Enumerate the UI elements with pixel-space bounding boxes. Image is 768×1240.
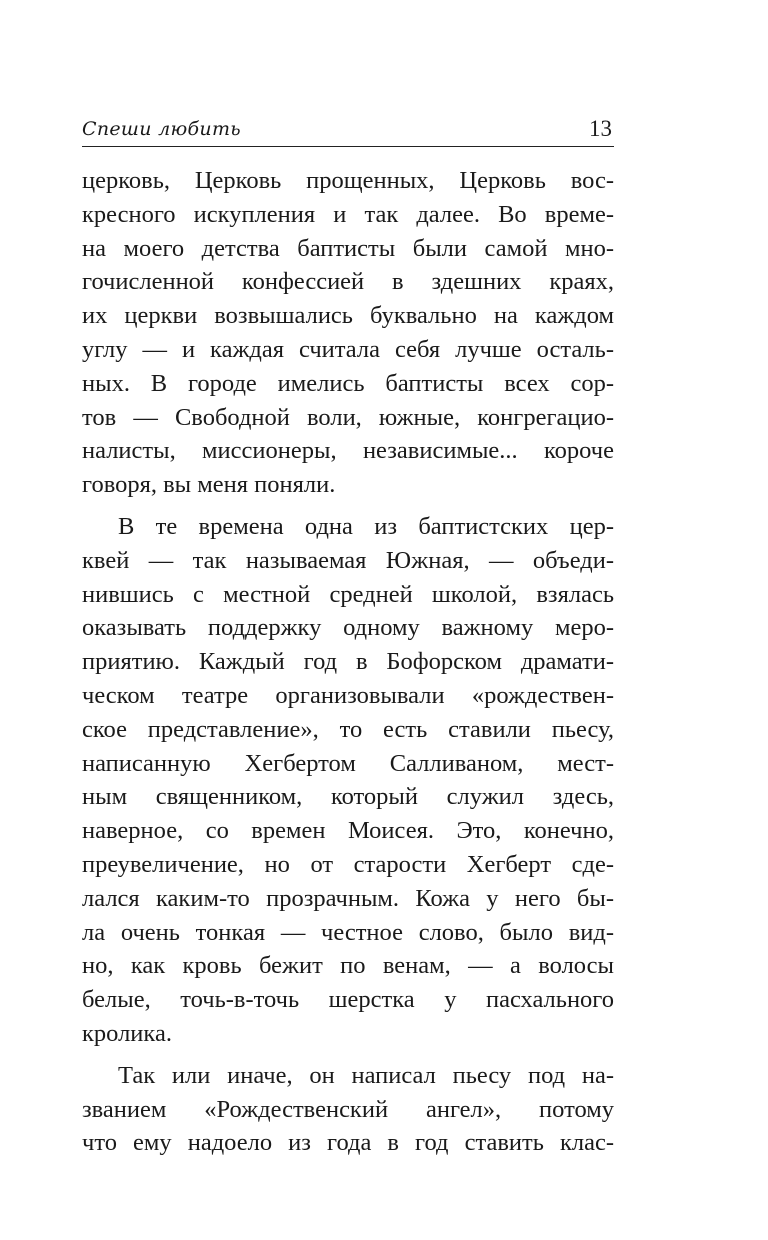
text-line: ла очень тонкая — честное слово, было вид- [82,918,614,946]
text-line: на моего детства баптисты были самой мно- [82,234,614,262]
page-number: 13 [589,116,612,141]
text-line: но, как кровь бежит по венам, — а волосы [82,952,614,980]
text-line: углу — и каждая считала себя лучше осталь- [82,335,614,363]
text-line: званием «Рождественский ангел», потому [82,1095,614,1123]
body-text [82,164,614,1160]
text-line: говоря, вы меня поняли. [82,471,336,499]
text-line: церковь, Церковь прощенных, Церковь вос- [82,167,614,194]
text-line: ных. В городе имелись баптисты всех сор- [82,369,614,397]
text-line: лался каким-то прозрачным. Кожа у него бы- [82,884,614,912]
text-line: что ему надоело из года в год ставить клас- [82,1129,614,1157]
text-line: оказывать поддержку одному важному меро- [82,614,614,642]
text-line: налисты, миссионеры, независимые... короче [82,437,614,465]
text-line: ческом театре организовывали «рождествен- [82,681,614,709]
text-line: В те времена одна из баптистских цер- [118,512,614,540]
text-line: гочисленной конфессией в здешних краях, [82,268,614,296]
text-line: преувеличение, но от старости Хегберт сде- [82,850,614,878]
paragraph-3 [82,1059,614,1160]
text-line: их церкви возвышались буквально на каждом [82,302,614,330]
text-line: наверное, со времен Моисея. Это, конечно, [82,817,614,845]
paragraph-2 [82,510,614,1051]
text-line: кресного искупления и так далее. Во време- [82,200,614,228]
paragraph-gap [82,1051,614,1059]
text-line: приятию. Каждый год в Бофорском драмати- [82,648,614,676]
paragraph-1 [82,164,614,502]
text-line: ское представление», то есть ставили пьесу, [82,715,614,743]
running-title: Спеши любить [82,118,241,140]
text-line: написанную Хегбертом Салливаном, мест- [82,749,614,777]
running-header [82,112,614,147]
text-line: квей — так называемая Южная, — объеди- [82,546,614,574]
text-line: ным священником, который служил здесь, [82,783,614,811]
text-line: тов — Свободной воли, южные, конгрегацио- [82,403,614,431]
text-line: белые, точь-в-точь шерстка у пасхального [82,986,614,1014]
text-line: нившись с местной средней школой, взялась [82,580,614,608]
paragraph-gap [82,502,614,510]
text-line: кролика. [82,1019,172,1047]
text-line: Так или иначе, он написал пьесу под на- [118,1061,614,1089]
